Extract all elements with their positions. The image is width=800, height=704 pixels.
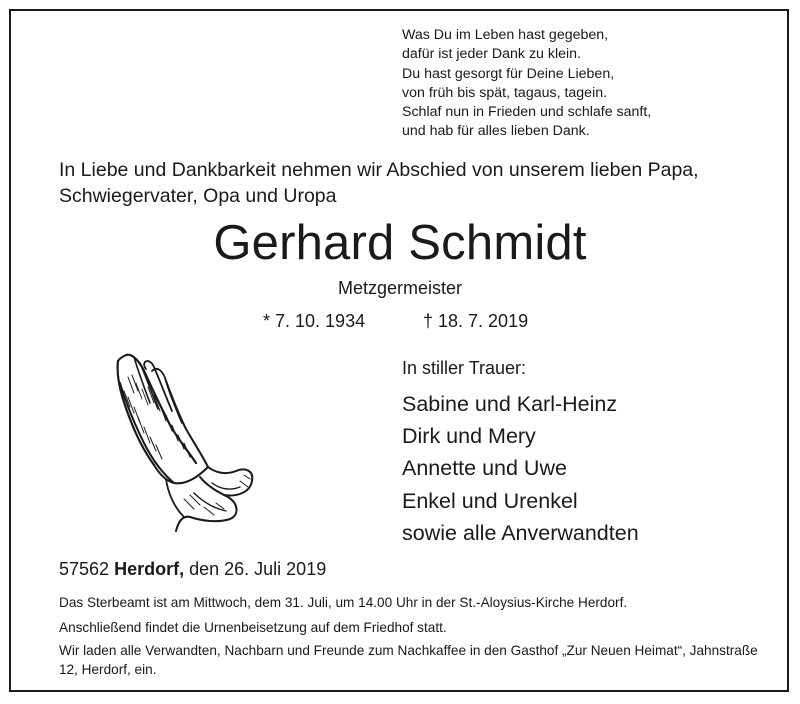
city-name: Herdorf, [114, 559, 185, 579]
mourner-entry: Enkel und Urenkel [402, 488, 578, 513]
memorial-poem [402, 26, 651, 142]
deceased-name: Gerhard Schmidt [213, 216, 587, 270]
poem-line: und hab für alles lieben Dank. [402, 123, 590, 140]
intro-line-1: In Liebe und Dankbarkeit nehmen wir Abschied von unserem lieben Papa, [59, 159, 699, 181]
poem-line: dafür ist jeder Dank zu klein. [402, 46, 582, 63]
intro-text [59, 157, 699, 209]
funeral-service-info: Das Sterbeamt ist am Mittwoch, dem 31. Juli, um 14.00 Uhr in der St.-Aloysius-Kirche Herdorf. [59, 595, 628, 610]
mourner-entry: sowie alle Anverwandten [402, 520, 639, 545]
burial-info: Anschließend findet die Urnenbeisetzung auf dem Friedhof statt. [59, 620, 447, 635]
notice-date: den 26. Juli 2019 [189, 559, 327, 579]
deceased-title: Metzgermeister [337, 278, 463, 298]
poem-line: von früh bis spät, tagaus, tagein. [402, 84, 608, 101]
invitation-info: Wir laden alle Verwandten, Nachbarn und Freunde zum Nachkaffee in den Gasthof „Zur Neuen Heimat“, Jahnstraße 12, Herdorf, ein. [59, 643, 758, 677]
poem-line: Was Du im Leben hast gegeben, [402, 27, 609, 43]
intro-line-2: Schwiegervater, Opa und Uropa [59, 185, 337, 207]
poem-line: Du hast gesorgt für Deine Lieben, [402, 65, 615, 82]
praying-hands-icon [104, 347, 264, 537]
mourner-entry: Annette und Uwe [402, 456, 567, 481]
birth-date: * 7. 10. 1934 [263, 311, 366, 331]
poem-line: Schlaf nun in Frieden und schlafe sanft, [402, 104, 652, 121]
mourner-entry: Dirk und Mery [402, 424, 536, 449]
death-date: † 18. 7. 2019 [423, 311, 529, 331]
place-date-line [59, 557, 326, 581]
mourners-list [402, 388, 639, 549]
mourning-heading: In stiller Trauer: [402, 358, 527, 378]
mourner-entry: Sabine und Karl-Heinz [402, 392, 618, 416]
postal-code: 57562 [59, 559, 110, 579]
